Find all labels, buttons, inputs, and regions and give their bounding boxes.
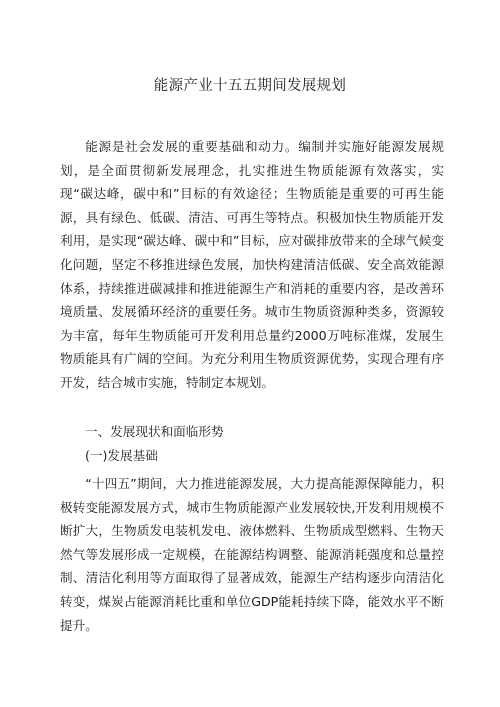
intro-paragraph: 能源是社会发展的重要基础和动力。编制并实施好能源发展规划，是全面贯彻新发展理念，扎实推进生物质能源有效落实，实现“碳达峰，碳中和”目标的有效途径；生物质能是重要的可再生能源，具有绿色、低碳、清洁、可再生等特点。积极加快生物质能开发利用，是实现“碳达峰、碳中和”目标，应对碳排放带来的全球气候变化问题，坚定不移推进绿色发展，加快构建清洁低碳、安全高效能源体系，持续推进碳减排和推进能源生产和消耗的重要内容，是改善环境质量、发展循环经济的重要任务。城市生物质资源种类多，资源较为丰富，每年生物质能可开发利用总量约2000万吨标准煤，发展生物质能具有广阔的空间。为充分利用生物质资源优势，实现合理有序开发，结合城市实施，特制定本规划。 [60,139,444,390]
document-title: 能源产业十五五期间发展规划 [153,78,347,94]
subsection-heading: (一)发展基础 [85,448,158,463]
development-basis-paragraph: “十四五”期间，大力推进能源发展，大力提高能源保障能力，积极转变能源发展方式，城市生物质能源产业发展较快,开发利用规模不断扩大，生物质发电装机发电、液体燃料、生物质成型燃料、生物天然气等发展形成一定规模，在能源结构调整、能源消耗强度和总量控制、清洁化利用等方面取得了显著成效，能源生产结构逐步向清洁化转变，煤炭占能源消耗比重和单位GDP能耗持续下降，能效水平不断提升。 [60,476,444,633]
section-heading: 一、发展现状和面临形势 [85,424,224,439]
